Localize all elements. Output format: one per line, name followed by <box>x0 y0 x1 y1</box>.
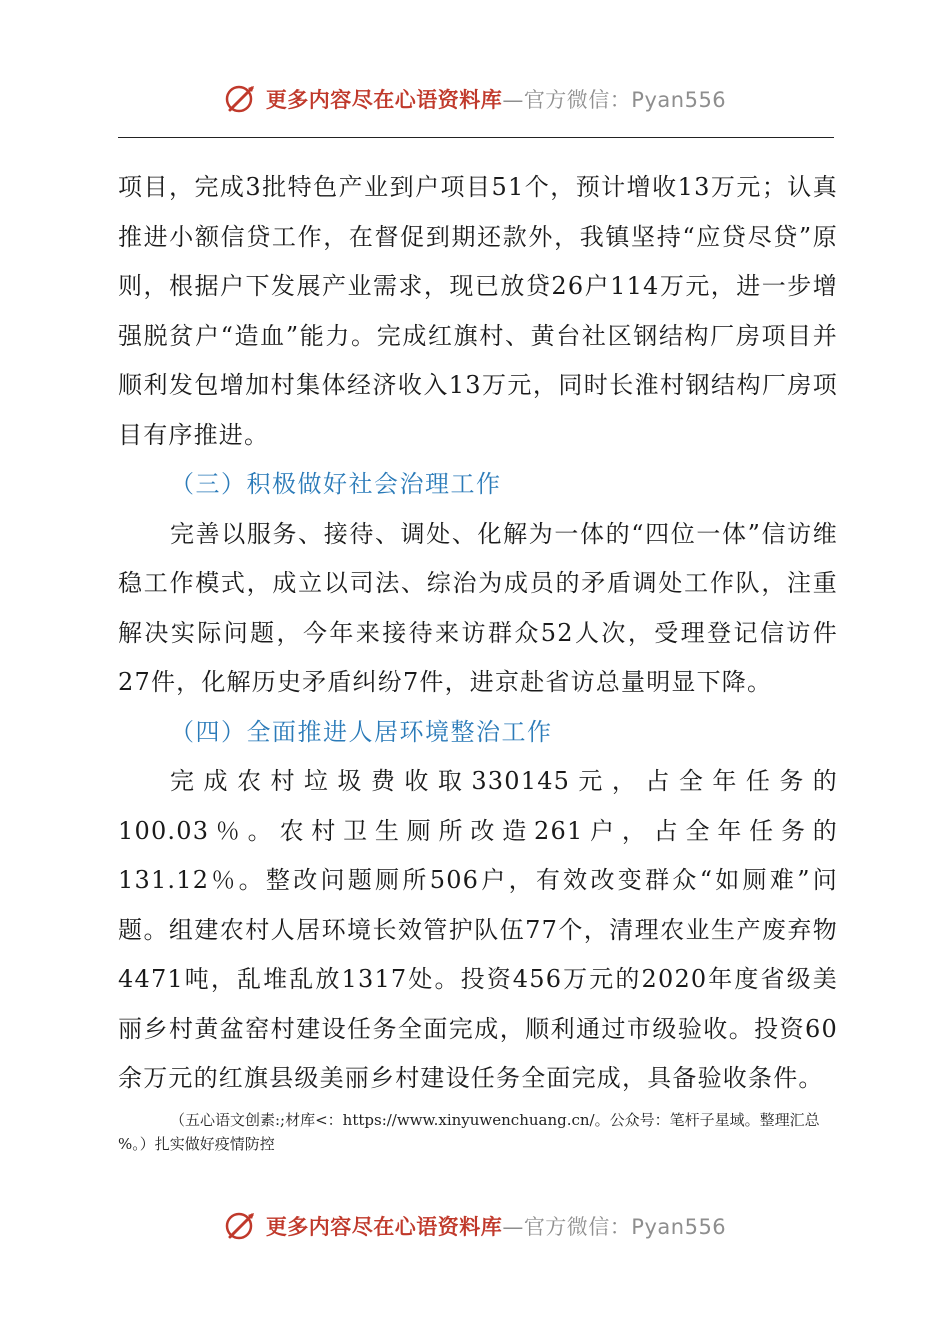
banner-text-main: 更多内容尽在心语资料库 <box>265 1215 503 1239</box>
header-banner <box>0 82 950 116</box>
section-heading-4: （四）全面推进人居环境整治工作 <box>170 717 553 746</box>
paragraph-1: 项目，完成3批特色产业到户项目51个，预计增收13万元；认真推进小额信贷工作，在督促到期还款外，我镇坚持“应贷尽贷”原则，根据户下发展产业需求，现已放贷26户114万元，进一步增强脱贫户“造血”能力。完成红旗村、黄台社区钢结构厂房项目并顺利发包增加村集体经济收入13万元，同时长淮村钢结构厂房项目有序推进。 <box>118 173 838 449</box>
banner-text-tail: —官方微信：Pyan556 <box>502 1215 727 1239</box>
pen-logo-icon <box>224 1209 258 1243</box>
header-divider <box>118 137 834 138</box>
footnote <box>118 1108 838 1156</box>
banner-text <box>266 1211 726 1241</box>
section-heading-3: （三）积极做好社会治理工作 <box>170 470 502 498</box>
footnote-line-2: %。）扎实做好疫情防控 <box>118 1134 275 1153</box>
banner-text-tail: —官方微信：Pyan556 <box>502 88 727 112</box>
paragraph-2: 完善以服务、接待、调处、化解为一体的“四位一体”信访维稳工作模式，成立以司法、综治为成员的矛盾调处工作队，注重解决实际问题，今年来接待来访群众52人次，受理登记信访件27件，化解历史矛盾纠纷7件，进京赴省访总量明显下降。 <box>118 519 838 696</box>
banner-text-main: 更多内容尽在心语资料库 <box>265 88 503 112</box>
footnote-line-1: （五心语文创素:;材库<：https://www.xinyuwenchuang.cn/。公众号：笔杆子星域。整理汇总 <box>170 1110 820 1129</box>
pen-logo-icon <box>224 82 258 116</box>
paragraph-3: 完成农村垃圾费收取330145元，占全年任务的100.03％。农村卫生厕所改造261户，占全年任务的131.12％。整改问题厕所506户，有效改变群众“如厕难”问题。组建农村人居环境长效管护队伍77个，清理农业生产废弃物4471吨，乱堆乱放1317处。投资456万元的2020年度省级美丽乡村黄盆窑村建设任务全面完成，顺利通过市级验收。投资60余万元的红旗县级美丽乡村建设任务全面完成，具备验收条件。 <box>118 767 838 1092</box>
footer-banner <box>0 1209 950 1243</box>
document-body <box>118 163 838 1156</box>
banner-text <box>266 84 726 114</box>
